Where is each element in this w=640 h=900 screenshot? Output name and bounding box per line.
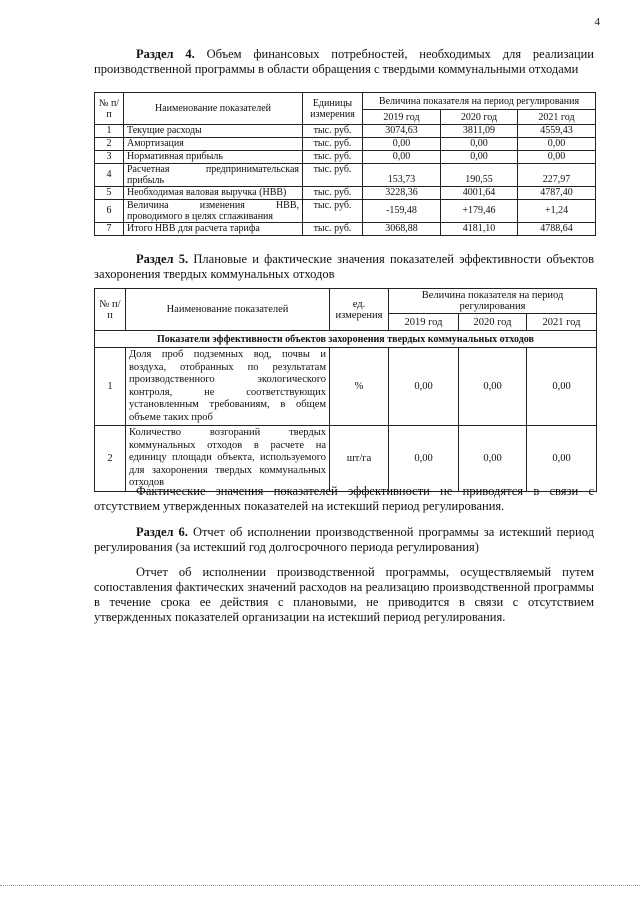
- row-value: 4001,64: [441, 187, 518, 200]
- col-value-header: Величина показателя на период регулирования: [363, 93, 596, 110]
- row-value: 4787,40: [518, 187, 596, 200]
- row-unit: тыс. руб.: [303, 187, 363, 200]
- year-header: 2019 год: [363, 110, 441, 125]
- row-value: 3228,36: [363, 187, 441, 200]
- row-value: +1,24: [518, 200, 596, 223]
- row-no: 1: [95, 348, 126, 426]
- table-row: [95, 125, 596, 138]
- row-unit: шт/га: [330, 426, 389, 492]
- row-value: 0,00: [441, 151, 518, 164]
- row-value: 3068,88: [363, 223, 441, 236]
- row-name: Итого НВВ для расчета тарифа: [124, 223, 303, 236]
- row-value: 4788,64: [518, 223, 596, 236]
- col-no-header: № п/п: [95, 289, 126, 331]
- table-row: [95, 426, 597, 492]
- row-no: 7: [95, 223, 124, 236]
- section6-title: Отчет об исполнении производственной программы за истекший период регулирования (за истекший год долгосрочного периода регулирования): [94, 525, 594, 554]
- row-name: Доля проб подземных вод, почвы и воздуха, отобранных по результатам производственного экологического контроля, не соответствующих установленным требованиям, в общем объеме таких проб: [126, 348, 330, 426]
- row-value: 227,97: [518, 164, 596, 187]
- table-row: [95, 138, 596, 151]
- section5-heading: [94, 252, 594, 282]
- row-value: 0,00: [459, 348, 527, 426]
- col-no-header: № п/п: [95, 93, 124, 125]
- col-unit-header: Единицы измерения: [303, 93, 363, 125]
- section5-label: Раздел 5.: [136, 252, 189, 266]
- row-no: 2: [95, 426, 126, 492]
- row-value: 0,00: [441, 138, 518, 151]
- row-name: Количество возгораний твердых коммунальных отходов в расчете на единицу площади объекта, используемого для захоронения твердых коммунальных отходов: [126, 426, 330, 492]
- row-name: Амортизация: [124, 138, 303, 151]
- row-value: 0,00: [527, 426, 597, 492]
- row-unit: тыс. руб.: [303, 138, 363, 151]
- row-name: Нормативная прибыль: [124, 151, 303, 164]
- section6-text: Отчет об исполнении производственной программы, осуществляемый путем сопоставления фактических значений расходов на реализацию производственной программы в течение срока ее действия с плановыми, не приводится в связи с отсутствием утвержденных показателей организации на истекший период регулирования.: [94, 565, 594, 624]
- col-value-header: Величина показателя на период регулирования: [389, 289, 597, 314]
- row-unit: тыс. руб.: [303, 151, 363, 164]
- col-name-header: Наименование показателей: [126, 289, 330, 331]
- row-value: 3811,09: [441, 125, 518, 138]
- row-unit: тыс. руб.: [303, 125, 363, 138]
- row-value: +179,46: [441, 200, 518, 223]
- row-no: 3: [95, 151, 124, 164]
- section4-label: Раздел 4.: [136, 47, 195, 61]
- row-value: 0,00: [527, 348, 597, 426]
- row-value: 0,00: [518, 151, 596, 164]
- col-unit-header: ед. измерения: [330, 289, 389, 331]
- section5-note: Фактические значения показателей эффективности не приводятся в связи с отсутствием утвержденных показателей на истекший период регулирования.: [94, 484, 594, 513]
- year-header: 2021 год: [518, 110, 596, 125]
- row-unit: тыс. руб.: [303, 223, 363, 236]
- row-name: Расчетная предпринимательская прибыль: [124, 164, 303, 187]
- section6-heading: [94, 525, 594, 555]
- row-value: 0,00: [363, 138, 441, 151]
- row-unit: тыс. руб.: [303, 200, 363, 223]
- row-name: Необходимая валовая выручка (НВВ): [124, 187, 303, 200]
- col-name-header: Наименование показателей: [124, 93, 303, 125]
- year-header: 2020 год: [441, 110, 518, 125]
- row-name: Величина изменения НВВ, проводимого в целях сглаживания: [124, 200, 303, 223]
- section4-title: Объем финансовых потребностей, необходимых для реализации производственной программы в области обращения с твердыми коммунальными отходами: [94, 47, 594, 76]
- row-unit: тыс. руб.: [303, 164, 363, 187]
- row-no: 6: [95, 200, 124, 223]
- row-value: 0,00: [389, 348, 459, 426]
- row-value: 0,00: [389, 426, 459, 492]
- row-value: 0,00: [518, 138, 596, 151]
- row-no: 2: [95, 138, 124, 151]
- row-unit: %: [330, 348, 389, 426]
- row-no: 5: [95, 187, 124, 200]
- table-row: [95, 223, 596, 236]
- section5-table: [94, 288, 597, 492]
- page-number: 4: [594, 16, 600, 28]
- row-value: 4181,10: [441, 223, 518, 236]
- section6-label: Раздел 6.: [136, 525, 188, 539]
- table-row: [95, 151, 596, 164]
- row-value: 0,00: [459, 426, 527, 492]
- table-row: [95, 348, 597, 426]
- section4-heading: [94, 47, 594, 77]
- year-header: 2019 год: [389, 314, 459, 331]
- section5-title: Плановые и фактические значения показателей эффективности объектов захоронения твердых коммунальных отходов: [94, 252, 594, 281]
- table-row: [95, 164, 596, 187]
- row-value: 190,55: [441, 164, 518, 187]
- row-value: 153,73: [363, 164, 441, 187]
- row-name: Текущие расходы: [124, 125, 303, 138]
- row-no: 4: [95, 164, 124, 187]
- year-header: 2021 год: [527, 314, 597, 331]
- section4-table: [94, 92, 596, 236]
- table-row: [95, 200, 596, 223]
- group-title: Показатели эффективности объектов захоронения твердых коммунальных отходов: [95, 331, 597, 348]
- row-value: 4559,43: [518, 125, 596, 138]
- year-header: 2020 год: [459, 314, 527, 331]
- row-value: 0,00: [363, 151, 441, 164]
- row-value: -159,48: [363, 200, 441, 223]
- row-value: 3074,63: [363, 125, 441, 138]
- footer-divider: [0, 885, 640, 886]
- row-no: 1: [95, 125, 124, 138]
- table-row: [95, 187, 596, 200]
